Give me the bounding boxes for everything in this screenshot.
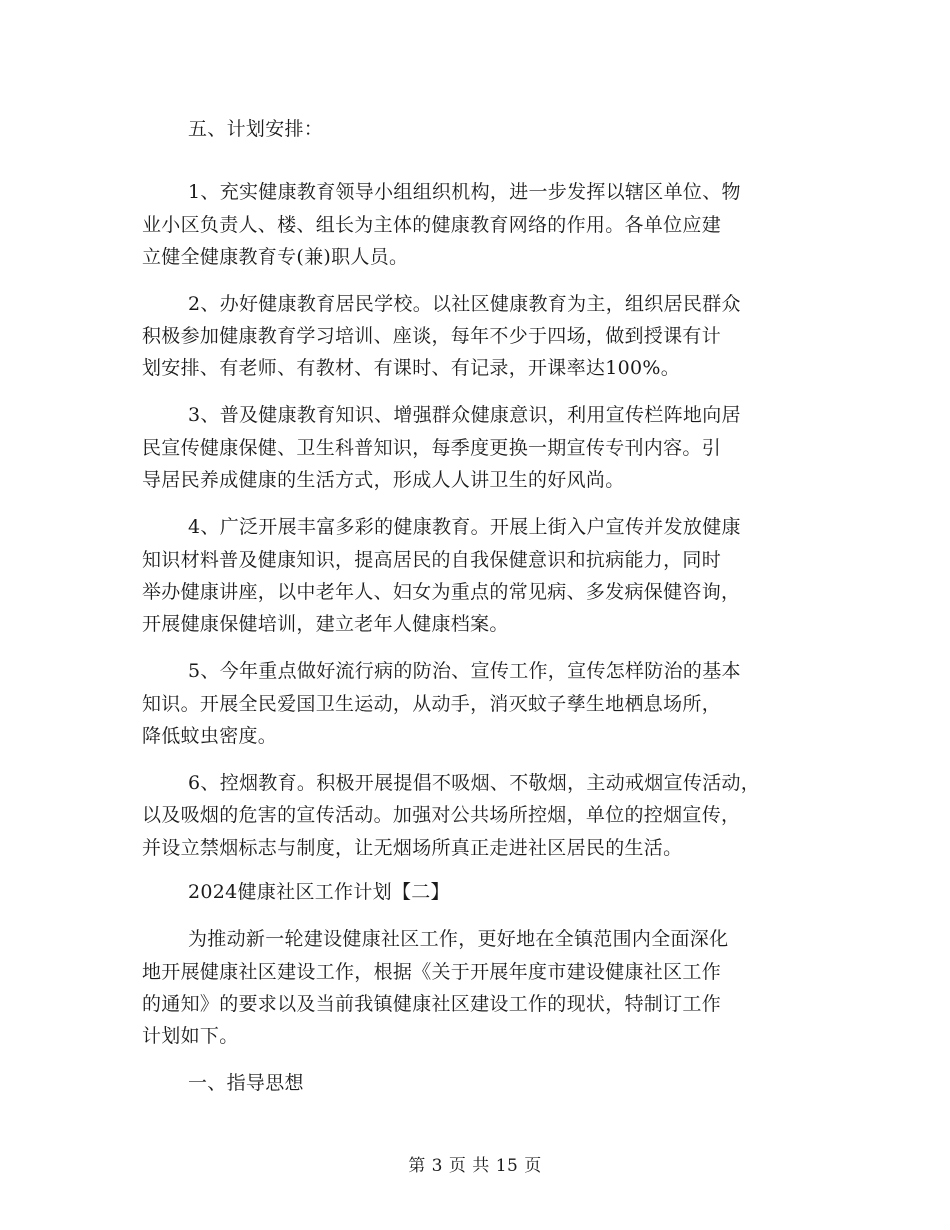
paragraph-line: 积极参加健康教育学习培训、座谈，每年不少于四场，做到授课有计 (142, 325, 722, 347)
paragraph-line: 的通知》的要求以及当前我镇健康社区建设工作的现状，特制订工作 (142, 993, 722, 1015)
paragraph-line: 知识材料普及健康知识，提高居民的自我保健意识和抗病能力，同时 (142, 549, 722, 571)
section-title-plan-two: 2024健康社区工作计划【二】 (188, 881, 450, 903)
paragraph-line: 1、充实健康教育领导小组组织机构，进一步发挥以辖区单位、物 (188, 181, 741, 203)
paragraph-line: 5、今年重点做好流行病的防治、宣传工作，宣传怎样防治的基本 (188, 660, 741, 682)
paragraph-line: 2、办好健康教育居民学校。以社区健康教育为主，组织居民群众 (188, 293, 741, 315)
paragraph-line: 3、普及健康教育知识、增强群众健康意识，利用宣传栏阵地向居 (188, 404, 741, 426)
paragraph-line: 地开展健康社区建设工作，根据《关于开展年度市建设健康社区工作 (142, 961, 722, 983)
paragraph-line: 举办健康讲座，以中老年人、妇女为重点的常见病、多发病保健咨询， (142, 581, 741, 603)
paragraph-line: 为推动新一轮建设健康社区工作，更好地在全镇范围内全面深化 (188, 928, 729, 950)
paragraph-line: 降低蚊虫密度。 (142, 725, 278, 747)
paragraph-line: 开展健康保健培训，建立老年人健康档案。 (142, 613, 509, 635)
paragraph-line: 划安排、有老师、有教材、有课时、有记录，开课率达100%。 (142, 357, 681, 379)
paragraph-line: 6、控烟教育。积极开展提倡不吸烟、不敬烟，主动戒烟宣传活动， (188, 772, 761, 794)
paragraph-line: 并设立禁烟标志与制度，让无烟场所真正走进社区居民的生活。 (142, 837, 683, 859)
paragraph-line: 业小区负责人、楼、组长为主体的健康教育网络的作用。各单位应建 (142, 214, 722, 236)
paragraph-line: 知识。开展全民爱国卫生运动，从动手，消灭蚊子孳生地栖息场所， (142, 693, 722, 715)
section-heading-plan: 五、计划安排： (188, 118, 324, 140)
paragraph-line: 以及吸烟的危害的宣传活动。加强对公共场所控烟，单位的控烟宣传， (142, 804, 741, 826)
page-footer: 第 3 页 共 15 页 (408, 1156, 542, 1176)
paragraph-line: 4、广泛开展丰富多彩的健康教育。开展上街入户宣传并发放健康 (188, 516, 741, 538)
paragraph-line: 计划如下。 (142, 1025, 239, 1047)
paragraph-line: 民宣传健康保健、卫生科普知识，每季度更换一期宣传专刊内容。引 (142, 437, 722, 459)
paragraph-line: 立健全健康教育专(兼)职人员。 (142, 246, 409, 268)
paragraph-line: 导居民养成健康的生活方式，形成人人讲卫生的好风尚。 (142, 469, 625, 491)
section-heading-guiding-ideology: 一、指导思想 (188, 1072, 304, 1094)
